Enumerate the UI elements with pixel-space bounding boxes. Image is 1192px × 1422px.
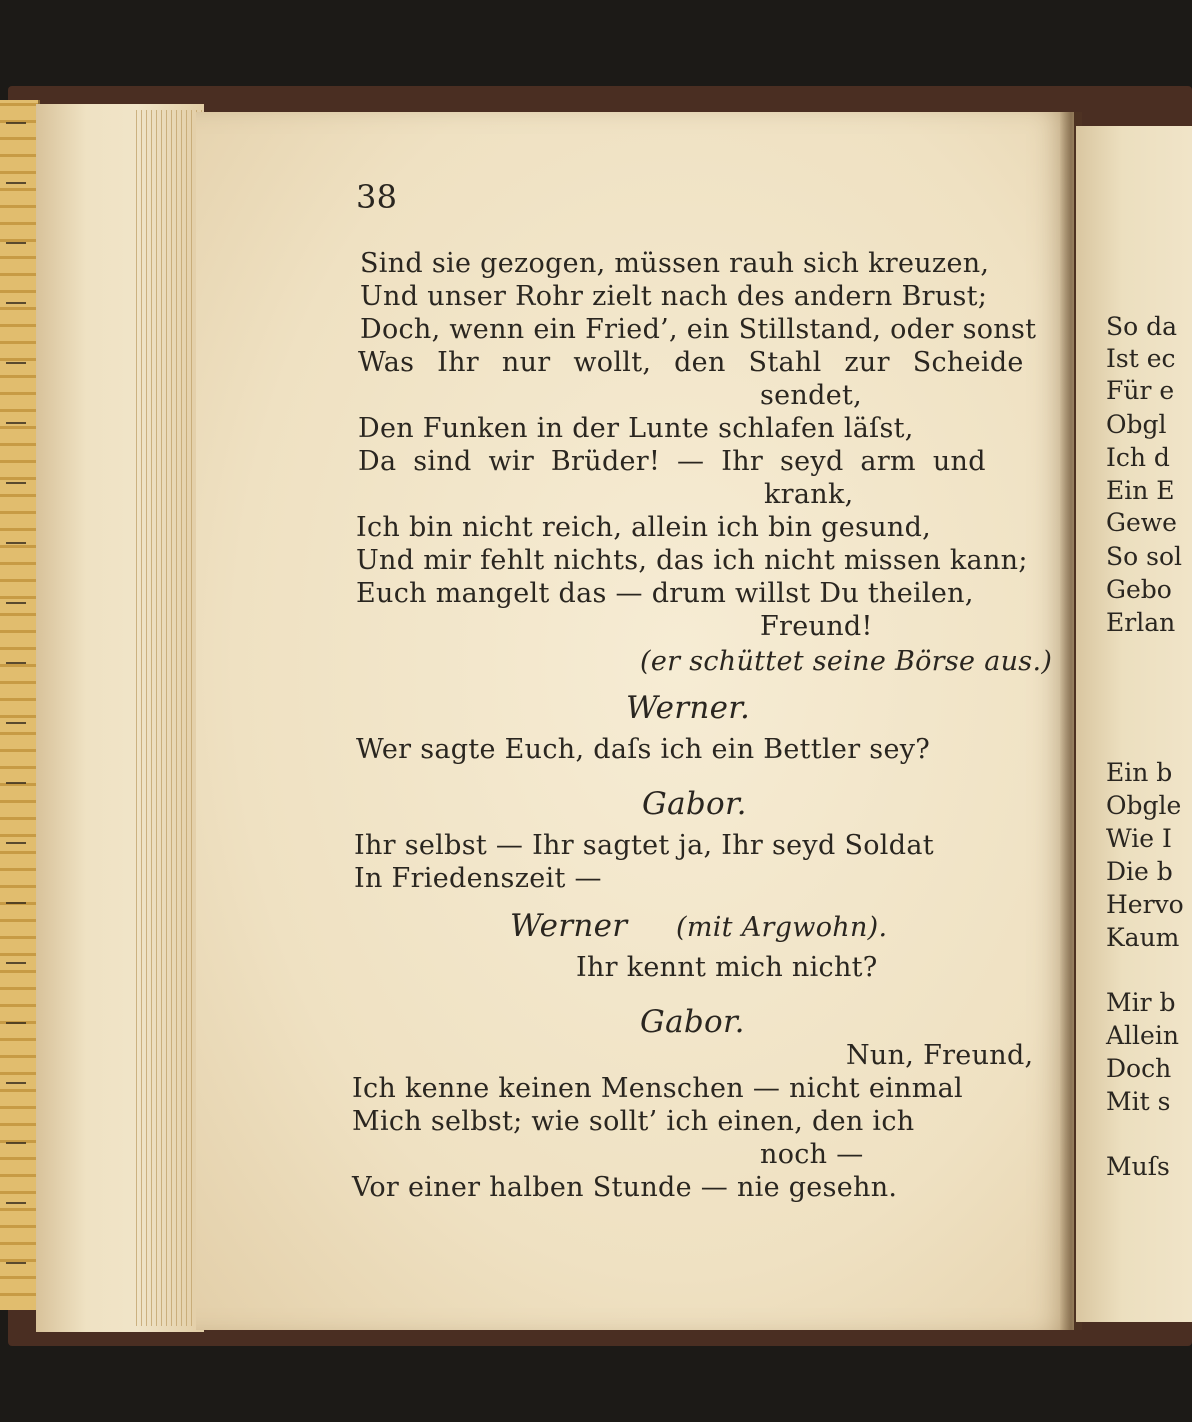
right-page-fragment: Ich d [1106, 443, 1170, 472]
verse-line: Da sind wir Brüder! — Ihr seyd arm und [358, 446, 986, 477]
dialogue-line: Ihr selbst — Ihr sagtet ja, Ihr seyd Soldat [354, 830, 934, 861]
right-page [1076, 126, 1192, 1322]
right-page-fragment: Doch [1106, 1054, 1172, 1083]
verse-line: Euch mangelt das — drum willst Du theilen, [356, 578, 974, 609]
verse-line: Doch, wenn ein Fried’, ein Stillstand, oder sonst [360, 314, 1037, 345]
right-page-fragment: Wie I [1106, 824, 1172, 853]
verse-line-continuation: krank, [764, 479, 854, 510]
dialogue-line: Vor einer halben Stunde — nie gesehn. [352, 1172, 898, 1203]
right-page-fragment: Mir b [1106, 988, 1176, 1017]
right-page-fragment: Mit s [1106, 1087, 1171, 1116]
dialogue-line: Mich selbst; wie sollt’ ich einen, den ich [352, 1106, 915, 1137]
right-page-fragment: Obgl [1106, 410, 1167, 439]
fore-edge-ornament [6, 100, 26, 1310]
speaker-name: Gabor. [640, 1004, 745, 1040]
verse-line: Ich bin nicht reich, allein ich bin gesund, [356, 512, 932, 543]
verse-line: Sind sie gezogen, müssen rauh sich kreuzen, [360, 248, 990, 279]
right-page-fragment: Muſs [1106, 1152, 1170, 1181]
verse-line: Den Funken in der Lunte schlafen läſst, [358, 413, 914, 444]
right-page-fragment: Ein b [1106, 758, 1173, 787]
verse-line-continuation: Freund! [760, 611, 873, 642]
dialogue-line-continuation: noch — [760, 1139, 864, 1170]
right-page-fragment: Gewe [1106, 508, 1177, 537]
verse-line: Was Ihr nur wollt, den Stahl zur Scheide [358, 347, 1024, 378]
verse-line-continuation: sendet, [760, 380, 863, 411]
right-page-fragment: Gebo [1106, 575, 1172, 604]
dialogue-line: Ich kenne keinen Menschen — nicht einmal [352, 1073, 963, 1104]
verse-line: Und mir fehlt nichts, das ich nicht missen kann; [356, 545, 1028, 576]
page-number: 38 [356, 178, 398, 216]
stage-direction: (er schüttet seine Börse aus.) [640, 646, 1053, 677]
right-page-fragment: So da [1106, 312, 1178, 341]
right-page-fragment: Erlan [1106, 608, 1176, 637]
right-page-fragment: Ist ec [1106, 344, 1176, 373]
speaker-name: Werner. [626, 690, 751, 726]
right-page-fragment: Hervo [1106, 890, 1184, 919]
dialogue-line: Ihr kennt mich nicht? [576, 952, 878, 983]
right-page-fragment: Die b [1106, 857, 1173, 886]
right-page-fragment: Obgle [1106, 791, 1182, 820]
gilded-fore-edge [0, 100, 40, 1310]
right-page-fragment: Für e [1106, 376, 1175, 405]
speaker-name: Gabor. [642, 786, 747, 822]
dialogue-line: In Friedenszeit — [354, 863, 602, 894]
page-stack-lines [136, 110, 204, 1326]
right-page-fragment: So sol [1106, 542, 1183, 571]
right-page-fragment: Kaum [1106, 923, 1180, 952]
dialogue-line: Nun, Freund, [846, 1040, 1034, 1071]
right-page-fragment: Ein E [1106, 476, 1175, 505]
speaker-name: Werner [510, 908, 628, 944]
right-page-fragment: Allein [1106, 1021, 1179, 1050]
page-stack [36, 104, 204, 1332]
dialogue-line: Wer sagte Euch, daſs ich ein Bettler sey? [356, 734, 931, 765]
stage-direction: (mit Argwohn). [676, 912, 888, 943]
verse-line: Und unser Rohr zielt nach des andern Brust; [360, 281, 988, 312]
